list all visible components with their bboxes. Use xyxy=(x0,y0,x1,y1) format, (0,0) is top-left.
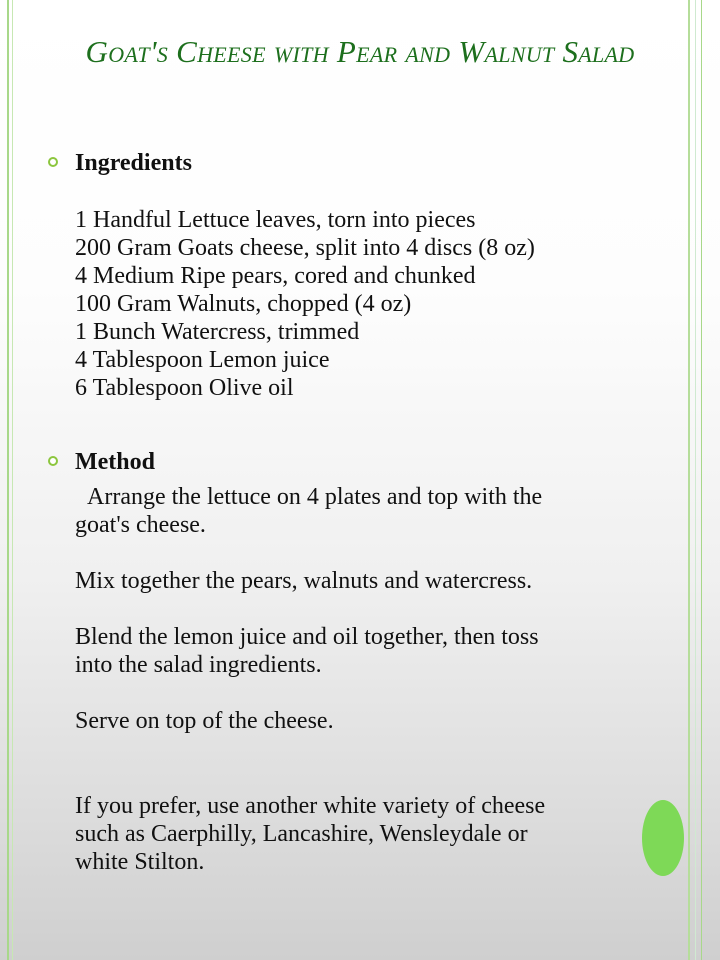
green-oval-decoration xyxy=(642,800,684,876)
hollow-circle-bullet-icon xyxy=(48,456,58,466)
method-note: If you prefer, use another white variety of cheese such as Caerphilly, Lancashire, Wensleydale or white Stilton. xyxy=(75,793,546,875)
ingredients-list xyxy=(75,206,668,402)
left-border-line-inner xyxy=(12,0,13,960)
ingredients-section xyxy=(48,148,668,402)
right-border-line-middle xyxy=(695,0,696,960)
method-heading: Method xyxy=(75,449,155,475)
ingredient-item: 200 Gram Goats cheese, split into 4 discs (8 oz) xyxy=(75,235,535,261)
method-step: Mix together the pears, walnuts and watercress. xyxy=(75,568,533,594)
method-step: Arrange the lettuce on 4 plates and top with the goat's cheese. xyxy=(75,484,543,538)
method-step: Serve on top of the cheese. xyxy=(75,708,334,734)
left-border-line xyxy=(7,0,9,960)
ingredients-heading: Ingredients xyxy=(75,150,192,176)
ingredient-item: 4 Medium Ripe pears, cored and chunked xyxy=(75,263,476,289)
right-border-line xyxy=(688,0,690,960)
ingredient-item: 4 Tablespoon Lemon juice xyxy=(75,347,330,373)
ingredient-item: 100 Gram Walnuts, chopped (4 oz) xyxy=(75,291,412,317)
ingredient-item: 1 Handful Lettuce leaves, torn into pieces xyxy=(75,207,476,233)
method-step: Blend the lemon juice and oil together, then toss into the salad ingredients. xyxy=(75,624,539,678)
right-border-line-outer xyxy=(701,0,702,960)
method-section xyxy=(48,447,668,876)
ingredient-item: 1 Bunch Watercress, trimmed xyxy=(75,319,360,345)
hollow-circle-bullet-icon xyxy=(48,157,58,167)
page-title: Goat's Cheese with Pear and Walnut Salad xyxy=(85,34,635,69)
ingredient-item: 6 Tablespoon Olive oil xyxy=(75,375,294,401)
